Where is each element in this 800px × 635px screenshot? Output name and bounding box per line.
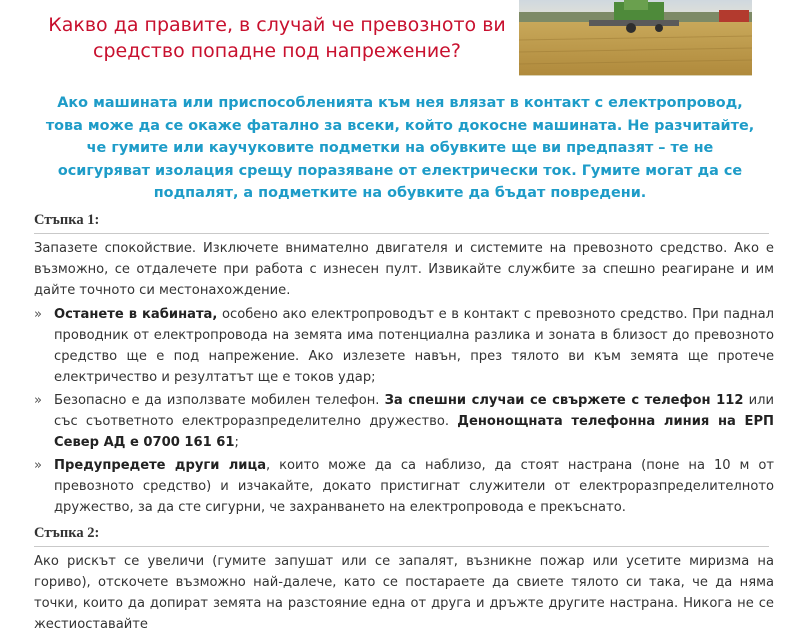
bullet-text: или със съответното електроразпределително дружество. [54, 393, 774, 429]
hotline-number-text: Денонощната телефонна линия на ЕРП Север АД е 0700 161 61 [54, 414, 775, 450]
bullet-text: Безопасно е да използвате мобилен телефон. [54, 393, 385, 408]
bullet-bold-text: Предупредете други лица [54, 458, 267, 473]
document-title: Какво да правите, в случай че превозното ви средство попадне под напрежение? [48, 14, 506, 62]
divider [34, 233, 769, 234]
list-item [34, 304, 774, 388]
bullet-marker-icon: » [34, 393, 43, 408]
intro-warning-text: Ако машината или приспособленията към нея влязат в контакт с електропровод, това може да се окаже фатално за всеки, който докосне машината. Не разчитайте, че гумите или каучуковите подметки на обувките ще ви предпазят – те не осигуряват изолация срещу поразяване от електрически ток. Гумите могат да се подпалят, а подметките на обувките да бъдат повредени. [45, 95, 755, 201]
step-2-heading: Стъпка 2: [34, 525, 100, 541]
bullet-bold-text: Останете в кабината, [54, 307, 218, 322]
bullet-marker-icon: » [34, 307, 43, 322]
emergency-number-text: За спешни случаи се свържете с телефон 112 [384, 393, 744, 408]
bullet-marker-icon: » [34, 458, 43, 473]
step-2-paragraph: Ако рискът се увеличи (гумите запушат или се запалят, възникне пожар или усетите миризма на гориво), отскочете възможно най-далече, като се постараете да свиете тялото си така, че да няма точки, които да допират земята на разстояние една от друга и дръжте другите настрана. Никога не се жестиоставайте [34, 554, 774, 632]
list-item [34, 390, 774, 453]
combine-harvester-photo [519, 0, 752, 76]
bullet-text: , които може да са наблизо, да стоят настрана (поне на 10 м от превозното средство) и изчакайте, докато пристигнат служители от електроразпределителното дружество, за да сте сигурни, че захранването на електропровода е прекъснато. [54, 458, 775, 515]
list-item [34, 455, 774, 518]
divider [34, 546, 769, 547]
bullet-text: ; [234, 435, 239, 450]
bullet-text: особено ако електропроводът е в контакт с превозното средство. При паднал проводник от електропровода на земята има потенциална разлика и зоната в близост до превозното средство ще е под напрежение. Ако излезете навън, през тялото ви към земята ще протече електричество и резултатът ще е токов удар; [54, 307, 774, 385]
step-1-heading: Стъпка 1: [34, 212, 100, 228]
step-1-paragraph: Запазете спокойствие. Изключете внимателно двигателя и системите на превозното средство. Ако е възможно, се отдалечете при работа с изнесен пулт. Извикайте службите за спешно реагиране и им дайте точното си местонахождение. [34, 241, 774, 298]
